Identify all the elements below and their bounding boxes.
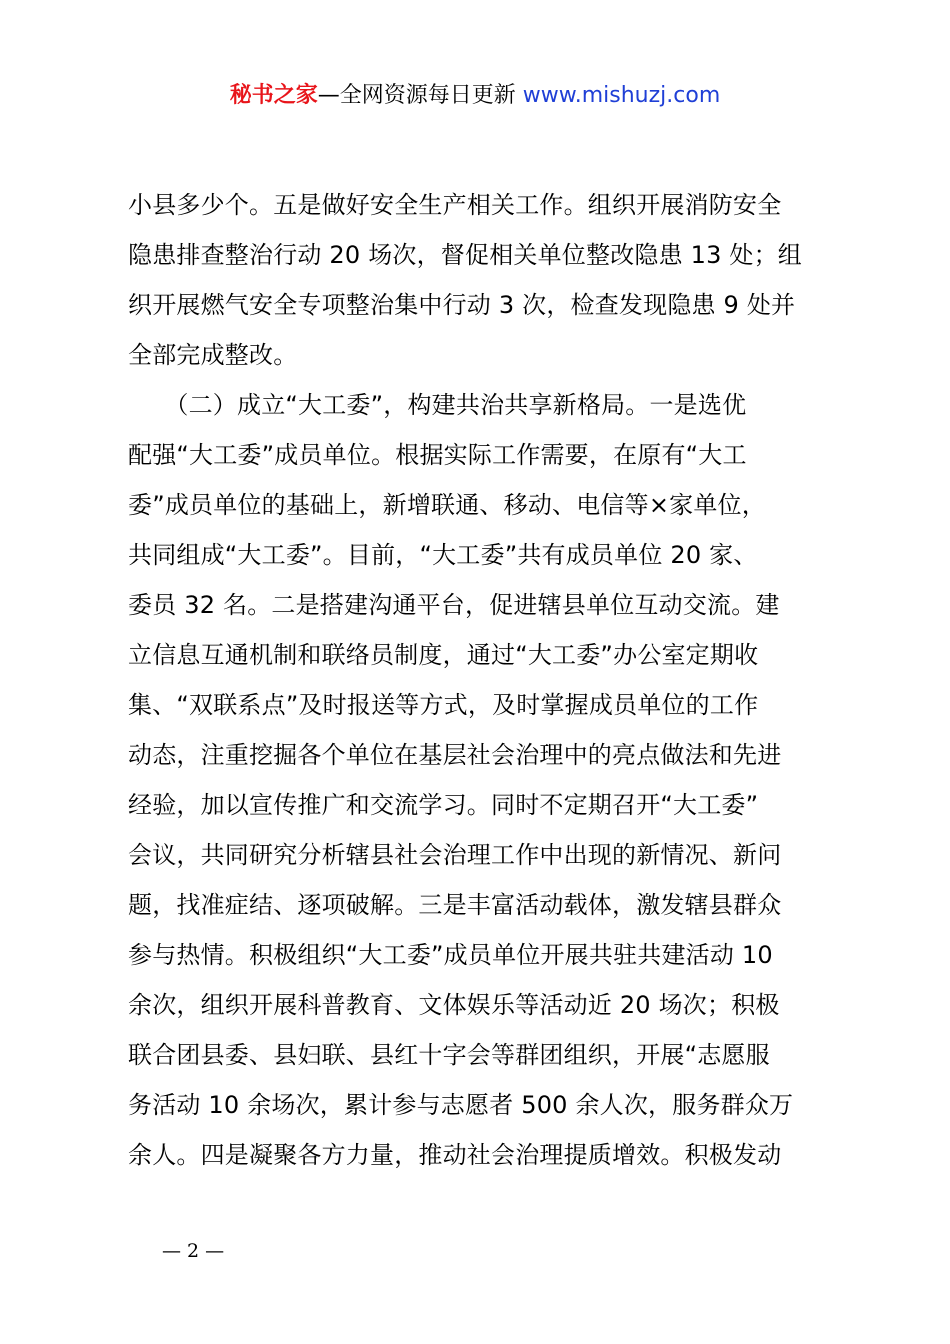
text-line: 联合团县委、县妇联、县红十字会等群团组织，开展“志愿服 [128, 1041, 770, 1069]
text-line: 委员 32 名。二是搭建沟通平台，促进辖县单位互动交流。建 [128, 591, 780, 619]
page-number: — 2 — [162, 1240, 225, 1262]
text-line: 经验，加以宣传推广和交流学习。同时不定期召开“大工委” [128, 791, 759, 819]
text-line: 余次，组织开展科普教育、文体娱乐等活动近 20 场次；积极 [128, 991, 780, 1019]
text-line: 余人。四是凝聚各方力量，推动社会治理提质增效。积极发动 [128, 1141, 782, 1169]
text-line: 委”成员单位的基础上，新增联通、移动、电信等×家单位， [128, 491, 766, 519]
document-body [128, 180, 848, 1180]
text-line: 务活动 10 余场次，累计参与志愿者 500 余人次，服务群众万 [128, 1091, 794, 1119]
text-line: 小县多少个。五是做好安全生产相关工作。组织开展消防安全 [128, 191, 782, 219]
text-line: 集、“双联系点”及时报送等方式，及时掌握成员单位的工作 [128, 691, 759, 719]
site-brand: 秘书之家 [229, 83, 318, 108]
text-line: 会议，共同研究分析辖县社会治理工作中出现的新情况、新问 [128, 841, 782, 869]
text-line: 题，找准症结、逐项破解。三是丰富活动载体，激发辖县群众 [128, 891, 782, 919]
text-line: （二）成立“大工委”，构建共治共享新格局。一是选优 [128, 391, 747, 419]
text-line: 动态，注重挖掘各个单位在基层社会治理中的亮点做法和先进 [128, 741, 782, 769]
text-line: 立信息互通机制和联络员制度，通过“大工委”办公室定期收 [128, 641, 759, 669]
text-line: 参与热情。积极组织“大工委”成员单位开展共驻共建活动 10 [128, 941, 773, 969]
text-line: 全部完成整改。 [128, 341, 298, 369]
site-tagline: —全网资源每日更新 [317, 83, 516, 108]
text-line: 隐患排查整治行动 20 场次，督促相关单位整改隐患 13 处；组 [128, 241, 802, 269]
text-line: 配强“大工委”成员单位。根据实际工作需要，在原有“大工 [128, 441, 747, 469]
text-line: 共同组成“大工委”。目前，“大工委”共有成员单位 20 家、 [128, 541, 758, 569]
text-line: 织开展燃气安全专项整治集中行动 3 次，检查发现隐患 9 处并 [128, 291, 796, 319]
site-url[interactable]: www.mishuzj.com [522, 83, 721, 108]
site-header [0, 78, 950, 114]
